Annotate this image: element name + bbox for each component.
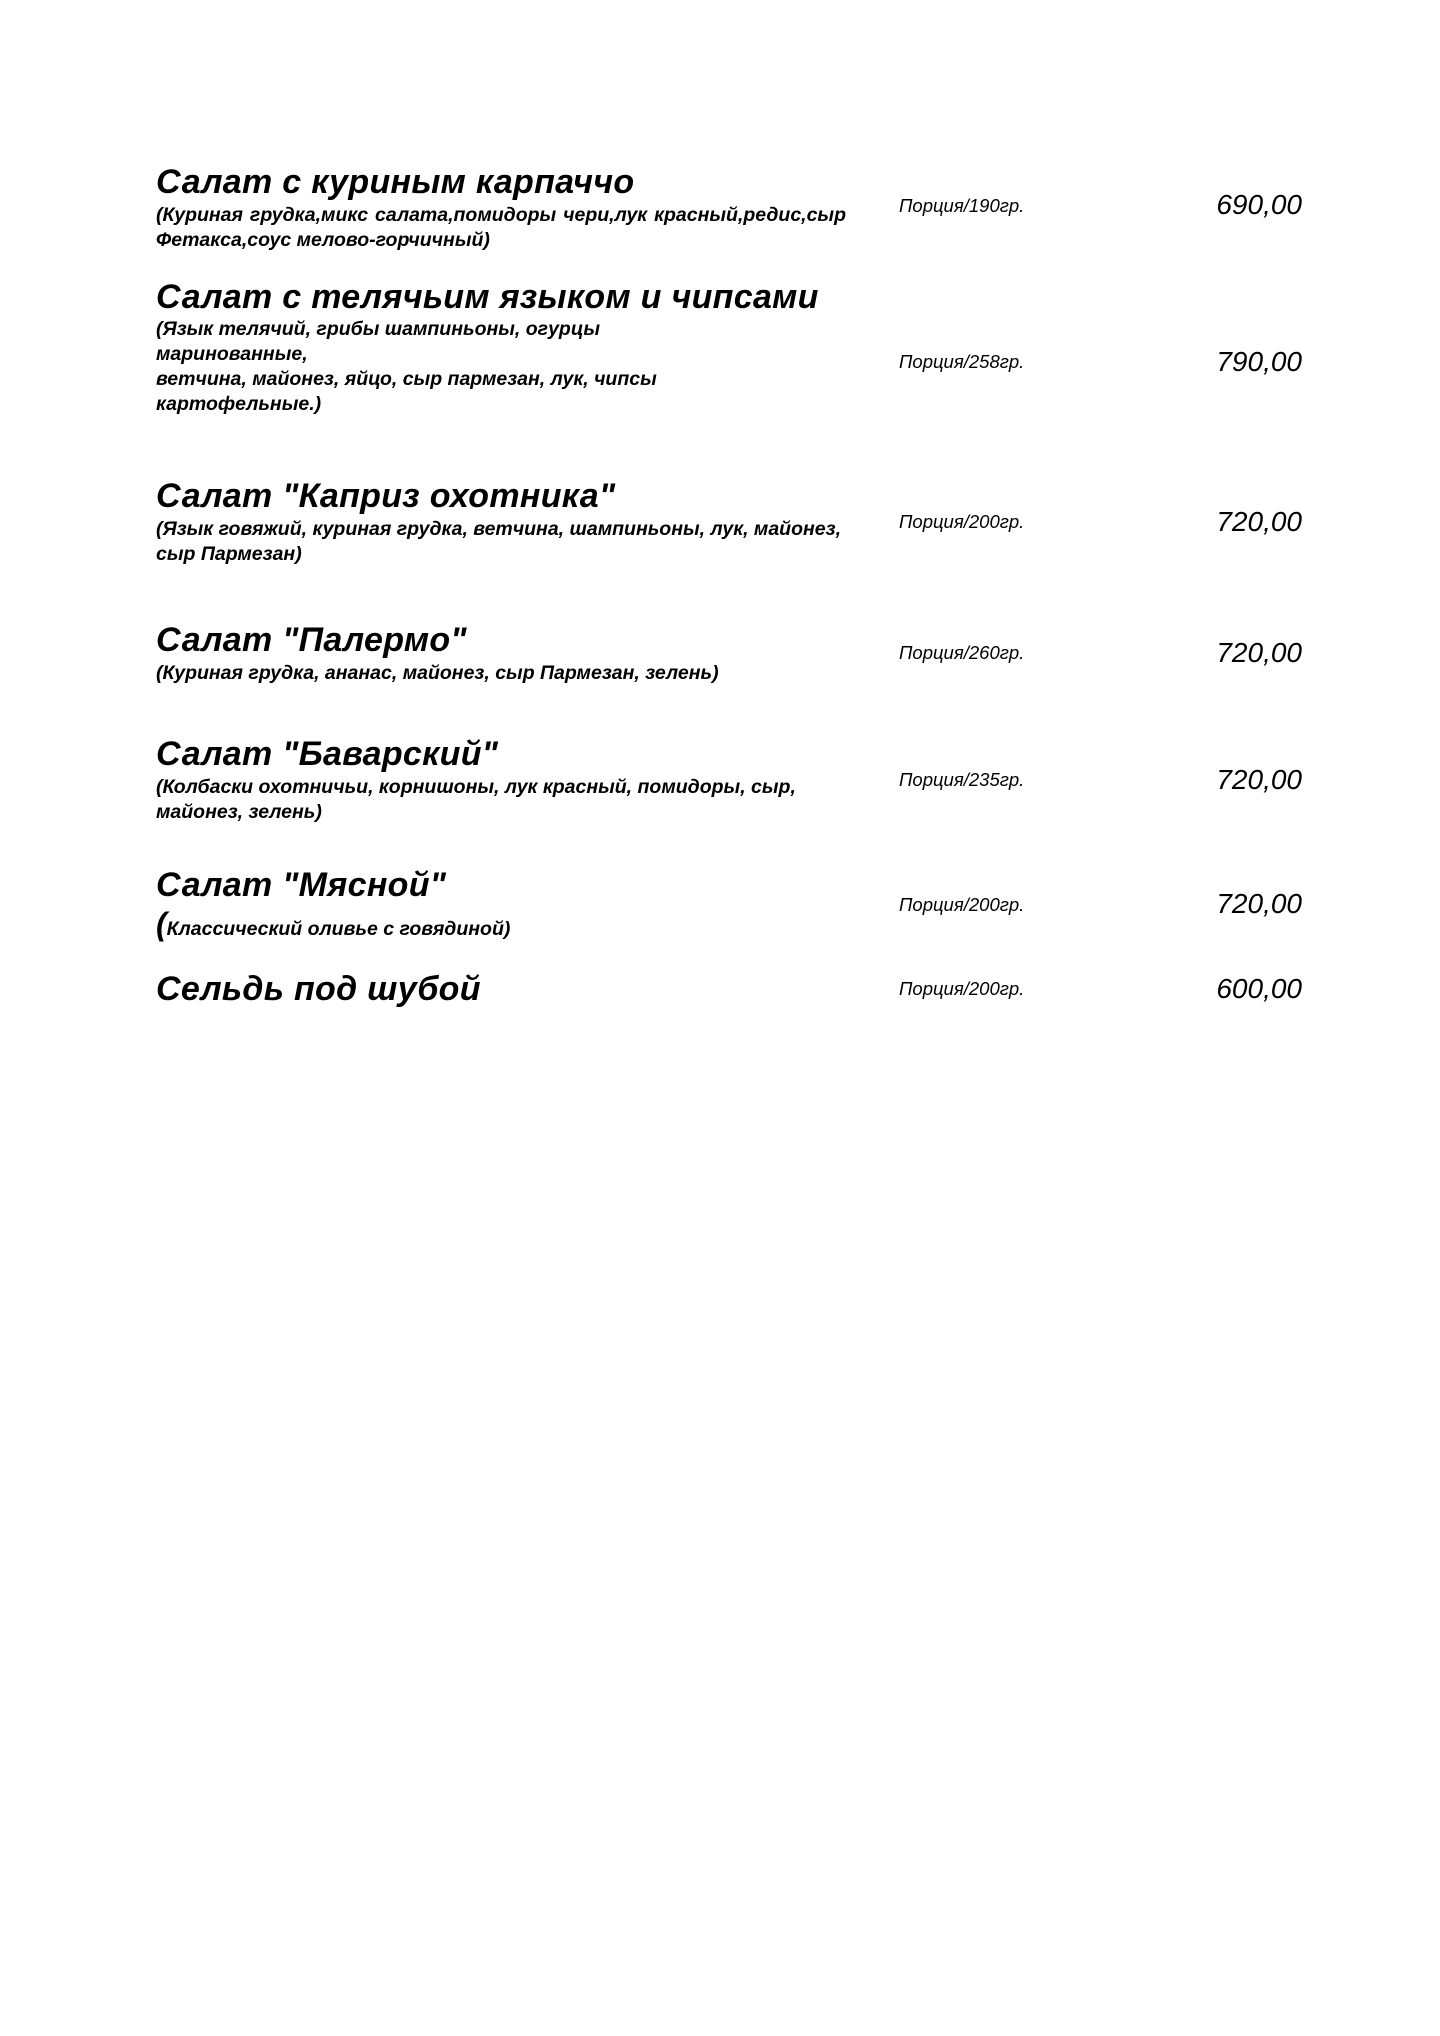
dish-description: (Куриная грудка,микс салата,помидоры чери,лук красный,редис,сыр Фетакса,соус мелово-горчичный) — [156, 204, 846, 251]
dish-portion: Порция/235гр. — [899, 769, 1025, 790]
dish-description: (Куриная грудка, ананас, майонез, сыр Пармезан, зелень) — [156, 662, 719, 684]
dish-block — [156, 970, 846, 1008]
dish-portion: Порция/260гр. — [899, 642, 1025, 663]
dish-portion: Порция/258гр. — [899, 351, 1025, 372]
dish-description: (Колбаски охотничьи, корнишоны, лук красный, помидоры, сыр, майонез, зелень) — [156, 776, 796, 823]
dish-description-paren: ( — [156, 906, 167, 942]
dish-price: 720,00 — [1216, 637, 1302, 668]
dish-description-line: ветчина, майонез, яйцо, сыр пармезан, лук, чипсы — [156, 368, 657, 390]
dish-portion: Порция/200гр. — [899, 511, 1025, 532]
dish-name: Салат "Мясной" — [156, 866, 447, 904]
dish-price: 720,00 — [1216, 506, 1302, 537]
dish-price: 600,00 — [1216, 973, 1302, 1004]
dish-name: Салат "Каприз охотника" — [156, 477, 616, 515]
dish-portion: Порция/200гр. — [899, 894, 1025, 915]
dish-description-line: (Язык телячий, грибы шампиньоны, огурцы — [156, 318, 601, 340]
dish-price: 720,00 — [1216, 888, 1302, 919]
dish-description-line: маринованные, — [156, 343, 308, 365]
dish-description — [156, 906, 846, 942]
dish-name: Салат "Баварский" — [156, 735, 499, 773]
dish-block — [156, 735, 846, 825]
dish-description: (Язык говяжий, куриная грудка, ветчина, шампиньоны, лук, майонез, сыр Пармезан) — [156, 518, 841, 565]
dish-name: Салат с куриным карпаччо — [156, 163, 635, 201]
dish-block — [156, 621, 846, 686]
dish-portion: Порция/190гр. — [899, 195, 1025, 216]
dish-portion: Порция/200гр. — [899, 978, 1025, 999]
dish-price: 690,00 — [1216, 189, 1302, 220]
dish-description-text: Классический оливье с говядиной) — [166, 918, 511, 940]
dish-block — [156, 278, 846, 417]
dish-description — [156, 317, 846, 417]
dish-name: Салат "Палермо" — [156, 621, 467, 659]
dish-price: 790,00 — [1216, 346, 1302, 377]
dish-description-line: картофельные.) — [156, 393, 322, 415]
dish-name: Салат с телячьим языком и чипсами — [156, 278, 819, 316]
dish-name: Сельдь под шубой — [156, 970, 481, 1008]
dish-price: 720,00 — [1216, 764, 1302, 795]
dish-block — [156, 477, 846, 567]
dish-block — [156, 866, 846, 942]
dish-block — [156, 163, 846, 253]
